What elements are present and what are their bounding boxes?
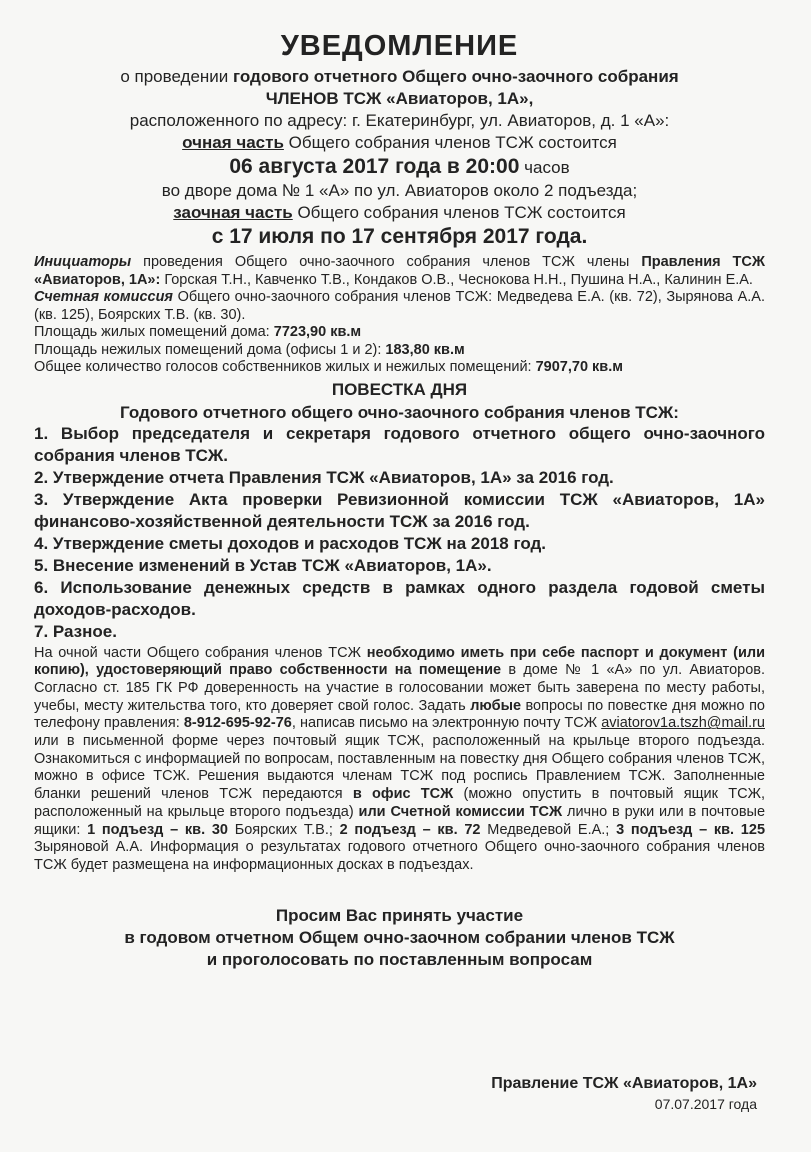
absentee-label: заочная часть <box>173 203 293 222</box>
nonresidential-area-label: Площадь нежилых помещений дома (офисы 1 и 2): <box>34 341 386 358</box>
initiators-paragraph <box>34 254 765 289</box>
notice-bold: в офис ТСЖ <box>352 786 454 803</box>
residential-area-value: 7723,90 кв.м <box>273 324 362 340</box>
notice-bold: необходимо иметь при себе паспорт и документ (или копию), удостоверяющий право собственности на помещение <box>34 644 765 679</box>
agenda-heading: ПОВЕСТКА ДНЯ <box>331 379 468 399</box>
header-line-1-bold: годового отчетного Общего очно-заочного собрания <box>233 67 679 86</box>
initiators-label: Инициаторы <box>34 254 132 270</box>
total-votes-label: Общее количество голосов собственников жилых и нежилых помещений: <box>34 359 536 375</box>
header-line-1 <box>34 66 765 88</box>
closing-line-1: Просим Вас принять участие <box>275 905 524 925</box>
notice-text: (можно опустить в почтовый ящик ТСЖ, расположенный на крыльце второго подъезда) <box>34 786 765 820</box>
notice-text: , написав письмо на электронную почту ТСЖ <box>291 715 602 732</box>
agenda-list <box>34 423 765 643</box>
meeting-date-suffix: часов <box>519 158 570 177</box>
notice-text: лично в руки или в почтовые ящики: <box>34 803 766 838</box>
closing-block <box>34 905 765 971</box>
in-person-line <box>34 132 765 154</box>
agenda-item: 1. Выбор председателя и секретаря годового отчетного общего очно-заочного собрания членов ТСЖ. <box>34 423 765 465</box>
notice-text: Медведевой Е.А.; <box>480 821 617 838</box>
initiators-names: Горская Т.Н., Кавченко Т.В., Кондаков О.В., Чеснокова Н.Н., Пушина Н.А., Калинин Е.А. <box>160 271 753 288</box>
agenda-item: 3. Утверждение Акта проверки Ревизионной комиссии ТСЖ «Авиаторов, 1А» финансово-хозяйственной деятельности ТСЖ за 2016 год. <box>34 489 765 531</box>
closing-line-3: и проголосовать по поставленным вопросам <box>206 949 593 969</box>
agenda-item: 2. Утверждение отчета Правления ТСЖ «Авиаторов, 1А» за 2016 год. <box>34 467 614 487</box>
absentee-period: с 17 июля по 17 сентября 2017 года. <box>211 225 588 248</box>
initiators-text: проведения Общего очно-заочного собрания членов ТСЖ члены <box>131 254 642 270</box>
residential-area-label: Площадь жилых помещений дома: <box>34 324 274 340</box>
notice-text: Боярских Т.В.; <box>227 821 340 838</box>
closing-line-2: в годовом отчетном Общем очно-заочном собрании членов ТСЖ <box>124 927 675 947</box>
in-person-label: очная часть <box>182 133 284 152</box>
agenda-item: 4. Утверждение сметы доходов и расходов ТСЖ на 2018 год. <box>34 533 547 553</box>
total-votes-value: 7907,70 кв.м <box>535 359 623 375</box>
header-line-1-text: о проведении <box>120 67 234 86</box>
notice-bold: 3 подъезд – кв. 125 <box>616 821 766 838</box>
email-link[interactable]: aviatorov1a.tszh@mail.ru <box>601 715 765 732</box>
signature-block <box>491 1075 757 1112</box>
meeting-location: во дворе дома № 1 «А» по ул. Авиаторов около 2 подъезда; <box>161 181 638 200</box>
address-line: расположенного по адресу: г. Екатеринбург, ул. Авиаторов, д. 1 «А»: <box>129 111 670 130</box>
commission-label: Счетная комиссия <box>34 289 173 305</box>
commission-text: Общего очно-заочного собрания членов ТСЖ: Медведева Е.А. (кв. 72), Зырянова А.А. (кв. 125), Боярских Т.В. (кв. 30). <box>34 289 765 323</box>
notice-text: На очной части Общего собрания членов ТСЖ <box>34 644 367 661</box>
signature-date: 07.07.2017 года <box>654 1096 757 1112</box>
notice-bold: 1 подъезд – кв. 30 <box>87 821 228 838</box>
nonresidential-area <box>34 342 765 360</box>
header-line-2: ЧЛЕНОВ ТСЖ «Авиаторов, 1А», <box>265 89 534 108</box>
notice-bold: 2 подъезд – кв. 72 <box>339 821 481 838</box>
notice-bold: или Счетной комиссии ТСЖ <box>358 803 563 820</box>
meeting-date-line <box>34 154 765 180</box>
signature-name: Правление ТСЖ «Авиаторов, 1А» <box>491 1075 757 1092</box>
nonresidential-area-value: 183,80 кв.м <box>385 341 465 358</box>
meeting-date: 06 августа 2017 года в 20:00 <box>229 155 520 178</box>
agenda-item: 5. Внесение изменений в Устав ТСЖ «Авиаторов, 1А». <box>34 555 492 575</box>
agenda-subheading: Годового отчетного общего очно-заочного собрания членов ТСЖ: <box>120 402 679 422</box>
agenda-item: 6. Использование денежных средств в рамках одного раздела годовой сметы доходов-расходов. <box>34 577 765 619</box>
commission-paragraph <box>34 289 765 324</box>
notice-text: в доме № 1 «А» по ул. Авиаторов. Согласно ст. 185 ГК РФ доверенность на участие в голосовании может быть заверена по месту работы, учебы, месту жительства того, кто доверяет свой голос. Задать <box>34 662 765 714</box>
in-person-text: Общего собрания членов ТСЖ состоится <box>283 133 617 152</box>
notice-text: или в письменной форме через почтовый ящик ТСЖ, расположенный на крыльце второго подъезда. Ознакомиться с информацией по вопросам, поставленным на повестку дня Общего собрания членов ТСЖ, можно в офисе ТСЖ. Решения выдаются членам ТСЖ под роспись Правлением ТСЖ. Заполненные бланки решений членов ТСЖ передаются <box>34 733 765 803</box>
total-votes <box>34 359 765 377</box>
notice-text: вопросы по повестке дня можно по телефону правления: <box>34 697 765 732</box>
notice-bold: любые <box>470 697 522 714</box>
document-title: УВЕДОМЛЕНИЕ <box>280 30 519 62</box>
initiators-bold: Правления ТСЖ «Авиаторов, 1А»: <box>34 254 765 288</box>
notice-paragraph <box>34 645 765 875</box>
absentee-line <box>34 202 765 224</box>
phone-number: 8-912-695-92-76 <box>183 715 292 732</box>
notice-text: Зыряновой А.А. Информация о результатах годового отчетного Общего очно-заочного собрания членов ТСЖ будет размещена на информационных досках в подъездах. <box>34 839 765 873</box>
absentee-text: Общего собрания членов ТСЖ состоится <box>292 203 626 222</box>
agenda-item: 7. Разное. <box>34 621 117 641</box>
residential-area <box>34 324 765 342</box>
